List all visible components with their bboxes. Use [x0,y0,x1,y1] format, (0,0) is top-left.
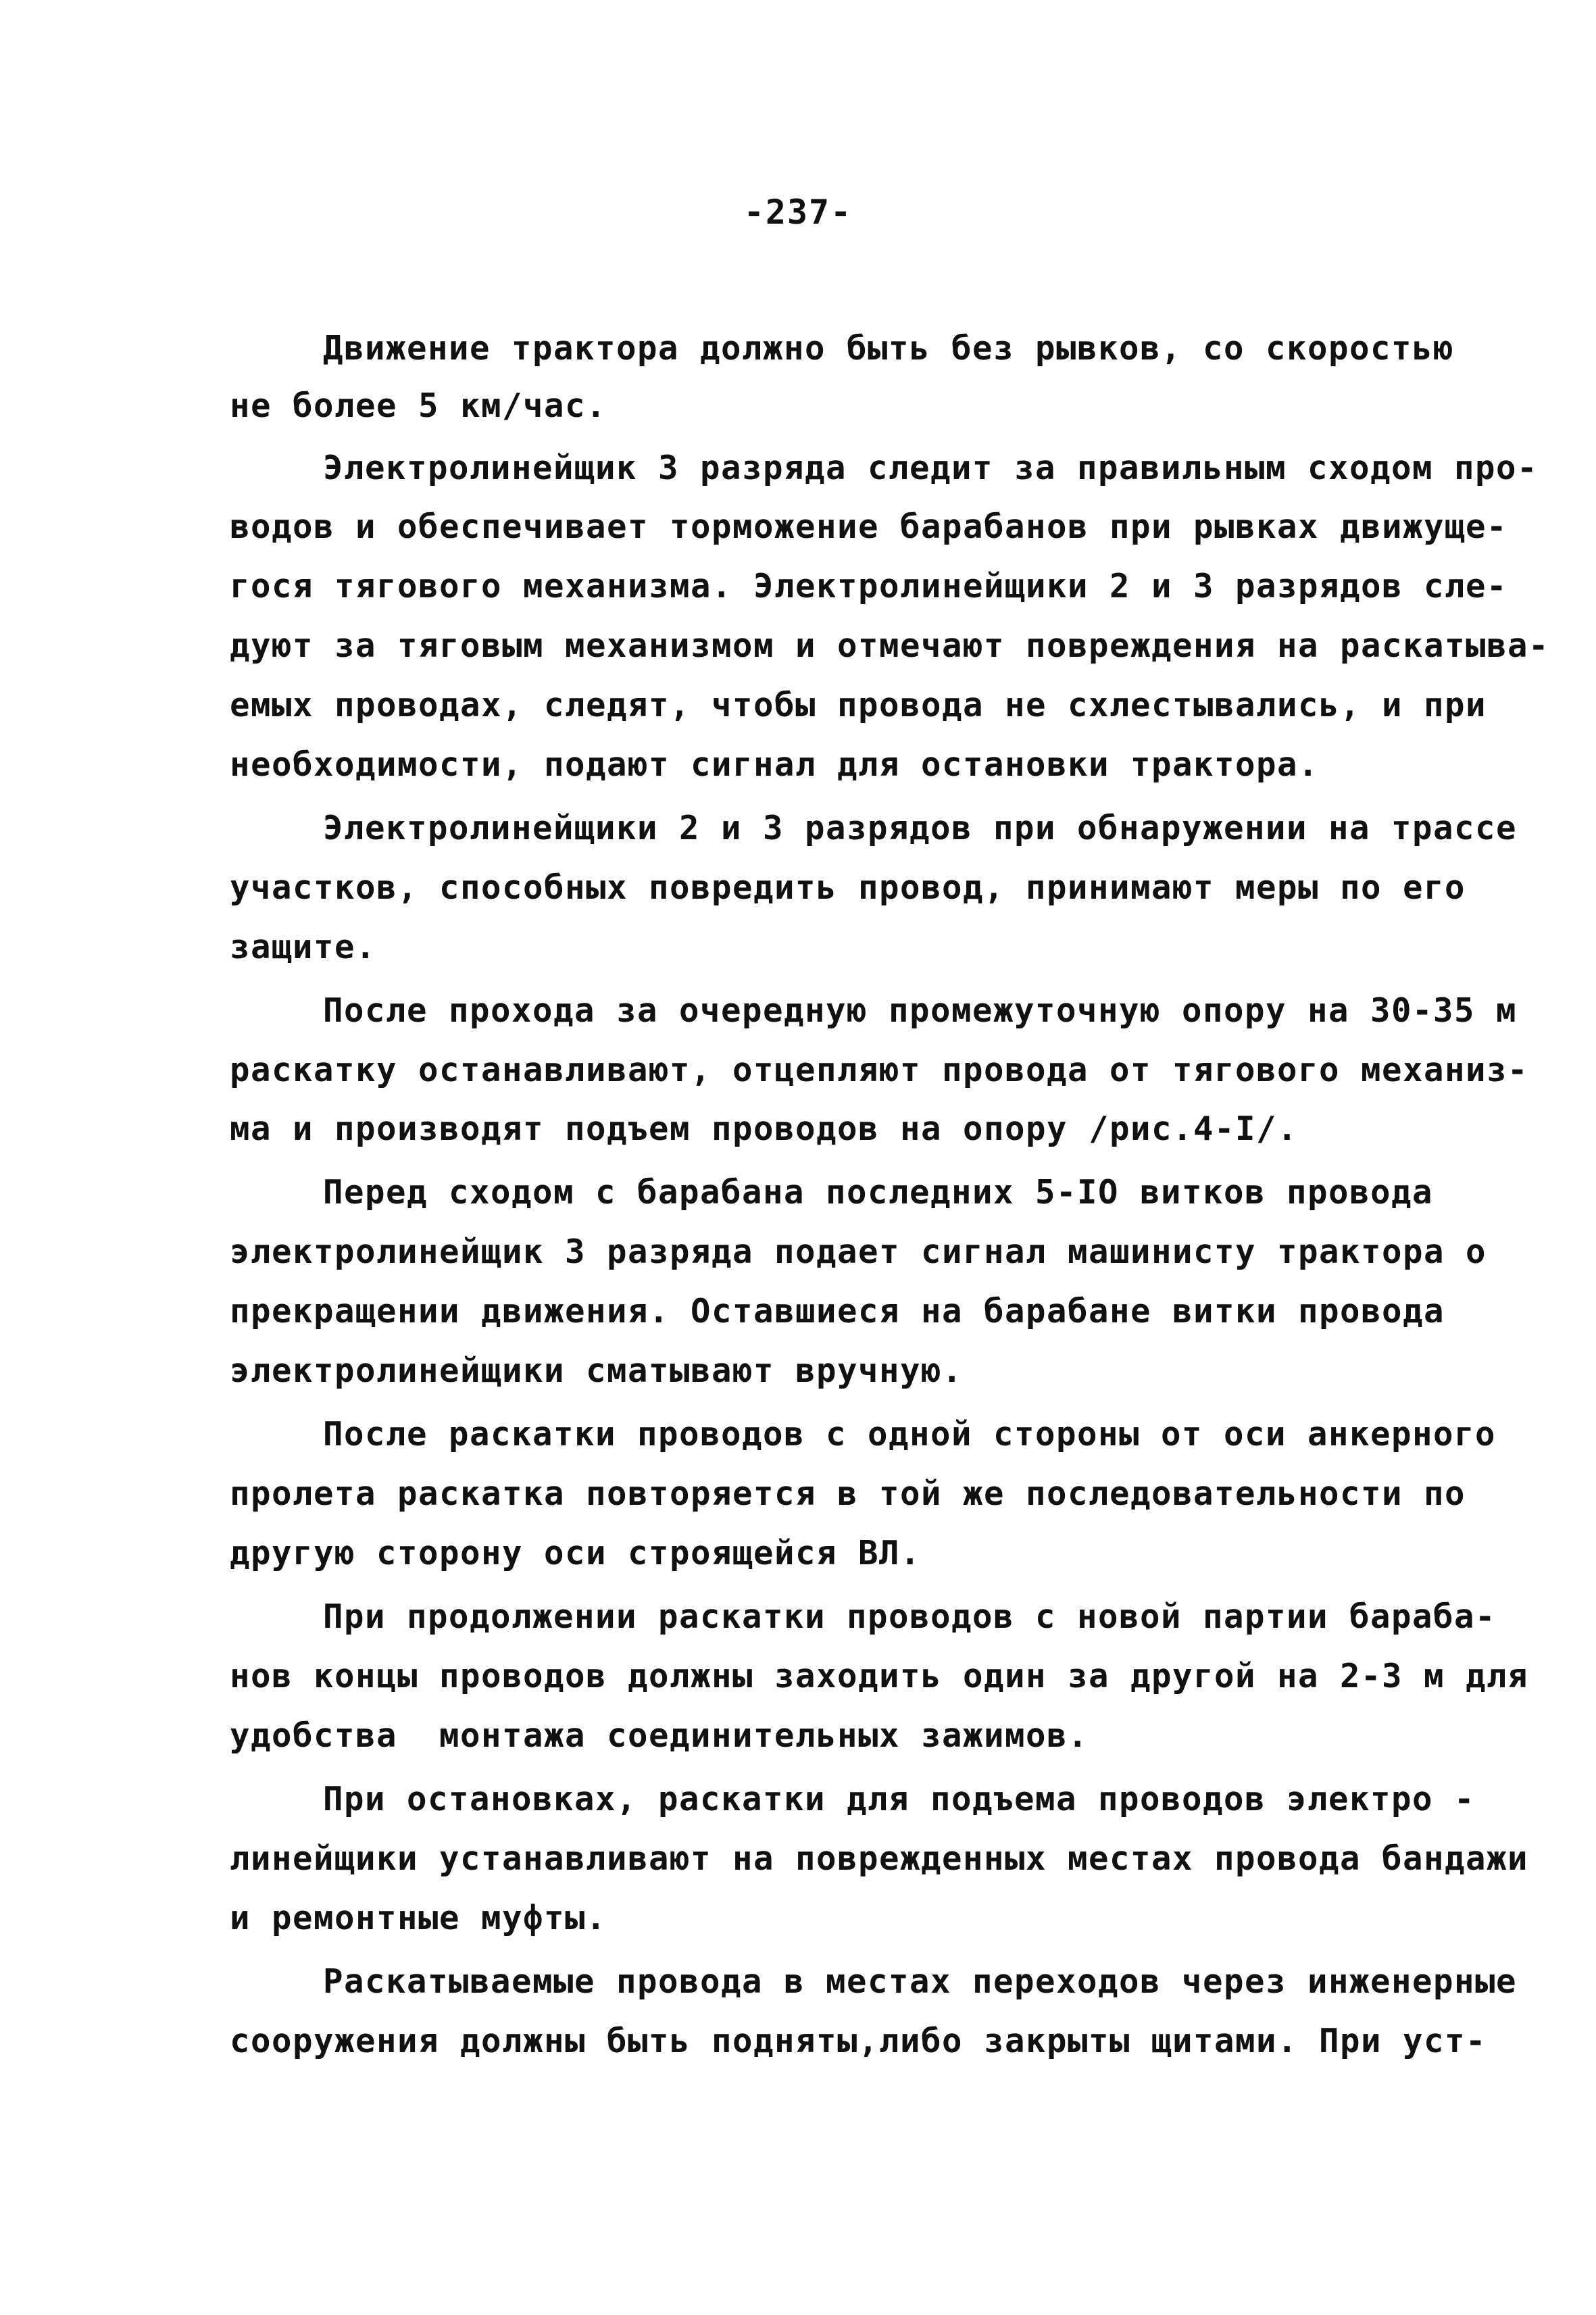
text-line: Электролинейщик 3 разряда следит за правильным сходом про- [323,449,1539,487]
text-line: ма и производят подъем проводов на опору /рис.4-I/. [230,1110,1299,1148]
text-line: После прохода за очередную промежуточную опору на 30-35 м [323,991,1518,1030]
text-line: Перед сходом с барабана последних 5-IO витков провода [323,1173,1434,1212]
text-line: Раскатываемые провода в местах переходов через инженерные [323,1962,1518,2001]
text-line: удобства монтажа соединительных зажимов. [230,1716,1089,1755]
text-line: электролинейщики сматывают вручную. [230,1351,964,1390]
text-line: прекращении движения. Оставшиеся на барабане витки провода [230,1292,1445,1330]
text-line: пролета раскатка повторяется в той же последовательности по [230,1474,1466,1513]
text-line: емых проводах, следят, чтобы провода не схлестывались, и при [230,686,1487,724]
page-number: -237- [743,193,853,232]
text-line: водов и обеспечивает торможение барабанов при рывках движуще- [230,507,1508,546]
text-line: При остановках, раскатки для подъема проводов электро - [323,1780,1476,1818]
text-line: При продолжении раскатки проводов с новой партии бараба- [323,1597,1497,1636]
text-line: дуют за тяговым механизмом и отмечают повреждения на раскатыва- [230,626,1550,665]
text-line: участков, способных повредить провод, принимают меры по его [230,868,1466,907]
text-line: другую сторону оси строящейся ВЛ. [230,1534,922,1572]
text-line: защите. [230,928,377,966]
text-line: Движение трактора должно быть без рывков, со скоростью [323,329,1455,368]
text-line: и ремонтные муфты. [230,1899,607,1937]
text-line: Электролинейщики 2 и 3 разрядов при обнаружении на трассе [323,809,1518,847]
text-line: линейщики устанавливают на поврежденных местах провода бандажи [230,1839,1529,1878]
text-line: После раскатки проводов с одной стороны от оси анкерного [323,1415,1497,1453]
text-line: гося тягового механизма. Электролинейщики 2 и 3 разрядов сле- [230,567,1508,605]
text-line: нов концы проводов должны заходить один за другой на 2-3 м для [230,1657,1529,1695]
text-line: не более 5 км/час. [230,387,607,425]
text-line: раскатку останавливают, отцепляют провода от тягового механиз- [230,1051,1529,1089]
text-line: необходимости, подают сигнал для остановки трактора. [230,745,1320,784]
text-line: сооружения должны быть подняты,либо закрыты щитами. При уст- [230,2022,1487,2060]
text-line: электролинейщик 3 разряда подает сигнал машинисту трактора о [230,1233,1487,1271]
